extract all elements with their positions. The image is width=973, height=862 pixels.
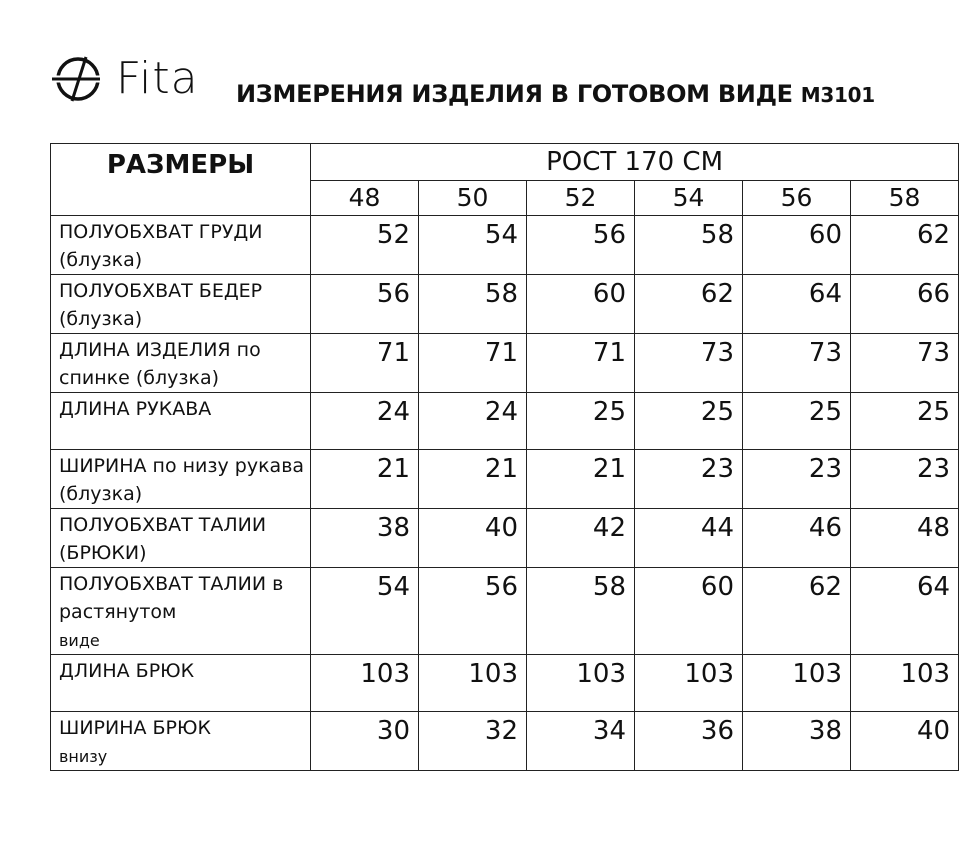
table-row [51, 655, 959, 712]
measurement-label-text: ШИРИНА по низу рукава (блузка) [59, 455, 305, 505]
table-row [51, 216, 959, 275]
height-header: РОСТ 170 СМ [311, 144, 959, 181]
measurement-value: 64 [851, 568, 959, 655]
measurement-value: 25 [635, 393, 743, 450]
measurement-value: 62 [743, 568, 851, 655]
measurement-label [51, 450, 311, 509]
measurement-value: 103 [311, 655, 419, 712]
table-row [51, 450, 959, 509]
measurement-label-text: ШИРИНА БРЮК [59, 717, 212, 739]
title-text: ИЗМЕРЕНИЯ ИЗДЕЛИЯ В ГОТОВОМ ВИДЕ [236, 80, 793, 108]
measurement-label [51, 275, 311, 334]
measurement-value: 58 [419, 275, 527, 334]
measurement-value: 25 [527, 393, 635, 450]
measurement-value: 103 [635, 655, 743, 712]
measurement-label [51, 712, 311, 771]
size-header-cell: 52 [527, 181, 635, 216]
brand-name: Fita [116, 53, 199, 104]
measurement-value: 58 [635, 216, 743, 275]
measurement-label [51, 509, 311, 568]
measurement-value: 60 [635, 568, 743, 655]
measurement-value: 54 [419, 216, 527, 275]
measurement-value: 42 [527, 509, 635, 568]
measurement-value: 40 [851, 712, 959, 771]
size-header-cell: 48 [311, 181, 419, 216]
measurement-value: 23 [635, 450, 743, 509]
measurement-value: 103 [851, 655, 959, 712]
measurement-label-note: виде [59, 631, 100, 650]
measurement-value: 25 [851, 393, 959, 450]
size-header-cell: 54 [635, 181, 743, 216]
measurement-value: 62 [635, 275, 743, 334]
size-chart-table [50, 143, 959, 771]
measurement-value: 71 [311, 334, 419, 393]
table-row [51, 393, 959, 450]
measurement-value: 64 [743, 275, 851, 334]
measurement-value: 56 [419, 568, 527, 655]
measurement-value: 52 [311, 216, 419, 275]
measurement-label [51, 568, 311, 655]
measurement-label-note: внизу [59, 747, 108, 766]
measurement-value: 48 [851, 509, 959, 568]
measurement-value: 73 [743, 334, 851, 393]
measurement-value: 71 [527, 334, 635, 393]
document-title [236, 80, 875, 108]
measurement-value: 71 [419, 334, 527, 393]
measurement-value: 30 [311, 712, 419, 771]
measurement-value: 38 [311, 509, 419, 568]
measurement-value: 60 [527, 275, 635, 334]
measurement-label [51, 334, 311, 393]
size-header-cell: 58 [851, 181, 959, 216]
measurement-label-text: ПОЛУОБХВАТ ГРУДИ (блузка) [59, 221, 263, 271]
measurement-value: 23 [851, 450, 959, 509]
measurement-value: 40 [419, 509, 527, 568]
measurement-value: 24 [419, 393, 527, 450]
brand-logo [50, 54, 199, 104]
measurement-value: 21 [527, 450, 635, 509]
measurement-value: 34 [527, 712, 635, 771]
table-row [51, 275, 959, 334]
measurement-value: 58 [527, 568, 635, 655]
table-row [51, 568, 959, 655]
measurement-label-text: ДЛИНА ИЗДЕЛИЯ по спинке (блузка) [59, 339, 261, 389]
measurement-value: 21 [419, 450, 527, 509]
measurement-value: 62 [851, 216, 959, 275]
measurement-value: 44 [635, 509, 743, 568]
sizes-header: РАЗМЕРЫ [51, 144, 311, 216]
measurement-value: 23 [743, 450, 851, 509]
measurement-value: 66 [851, 275, 959, 334]
measurement-value: 38 [743, 712, 851, 771]
measurement-label [51, 216, 311, 275]
size-header-cell: 50 [419, 181, 527, 216]
measurement-value: 25 [743, 393, 851, 450]
fita-logo-icon [50, 54, 106, 104]
table-row [51, 712, 959, 771]
measurement-label [51, 393, 311, 450]
measurement-value: 56 [311, 275, 419, 334]
size-header-cell: 56 [743, 181, 851, 216]
measurement-label-text: ПОЛУОБХВАТ БЕДЕР (блузка) [59, 280, 263, 330]
measurement-value: 24 [311, 393, 419, 450]
measurement-label-text: ПОЛУОБХВАТ ТАЛИИ (БРЮКИ) [59, 514, 267, 564]
measurement-value: 46 [743, 509, 851, 568]
measurement-value: 21 [311, 450, 419, 509]
measurement-value: 103 [419, 655, 527, 712]
measurement-value: 60 [743, 216, 851, 275]
table-row [51, 334, 959, 393]
measurement-value: 73 [635, 334, 743, 393]
measurement-value: 103 [527, 655, 635, 712]
measurement-label-text: ДЛИНА РУКАВА [59, 398, 212, 420]
measurement-label [51, 655, 311, 712]
measurement-value: 54 [311, 568, 419, 655]
model-code: M3101 [800, 83, 875, 107]
measurement-value: 103 [743, 655, 851, 712]
measurement-value: 56 [527, 216, 635, 275]
measurement-label-text: ПОЛУОБХВАТ ТАЛИИ в растянутом [59, 573, 284, 623]
measurement-label-text: ДЛИНА БРЮК [59, 660, 195, 682]
measurement-value: 32 [419, 712, 527, 771]
measurement-value: 73 [851, 334, 959, 393]
measurement-value: 36 [635, 712, 743, 771]
table-row [51, 509, 959, 568]
